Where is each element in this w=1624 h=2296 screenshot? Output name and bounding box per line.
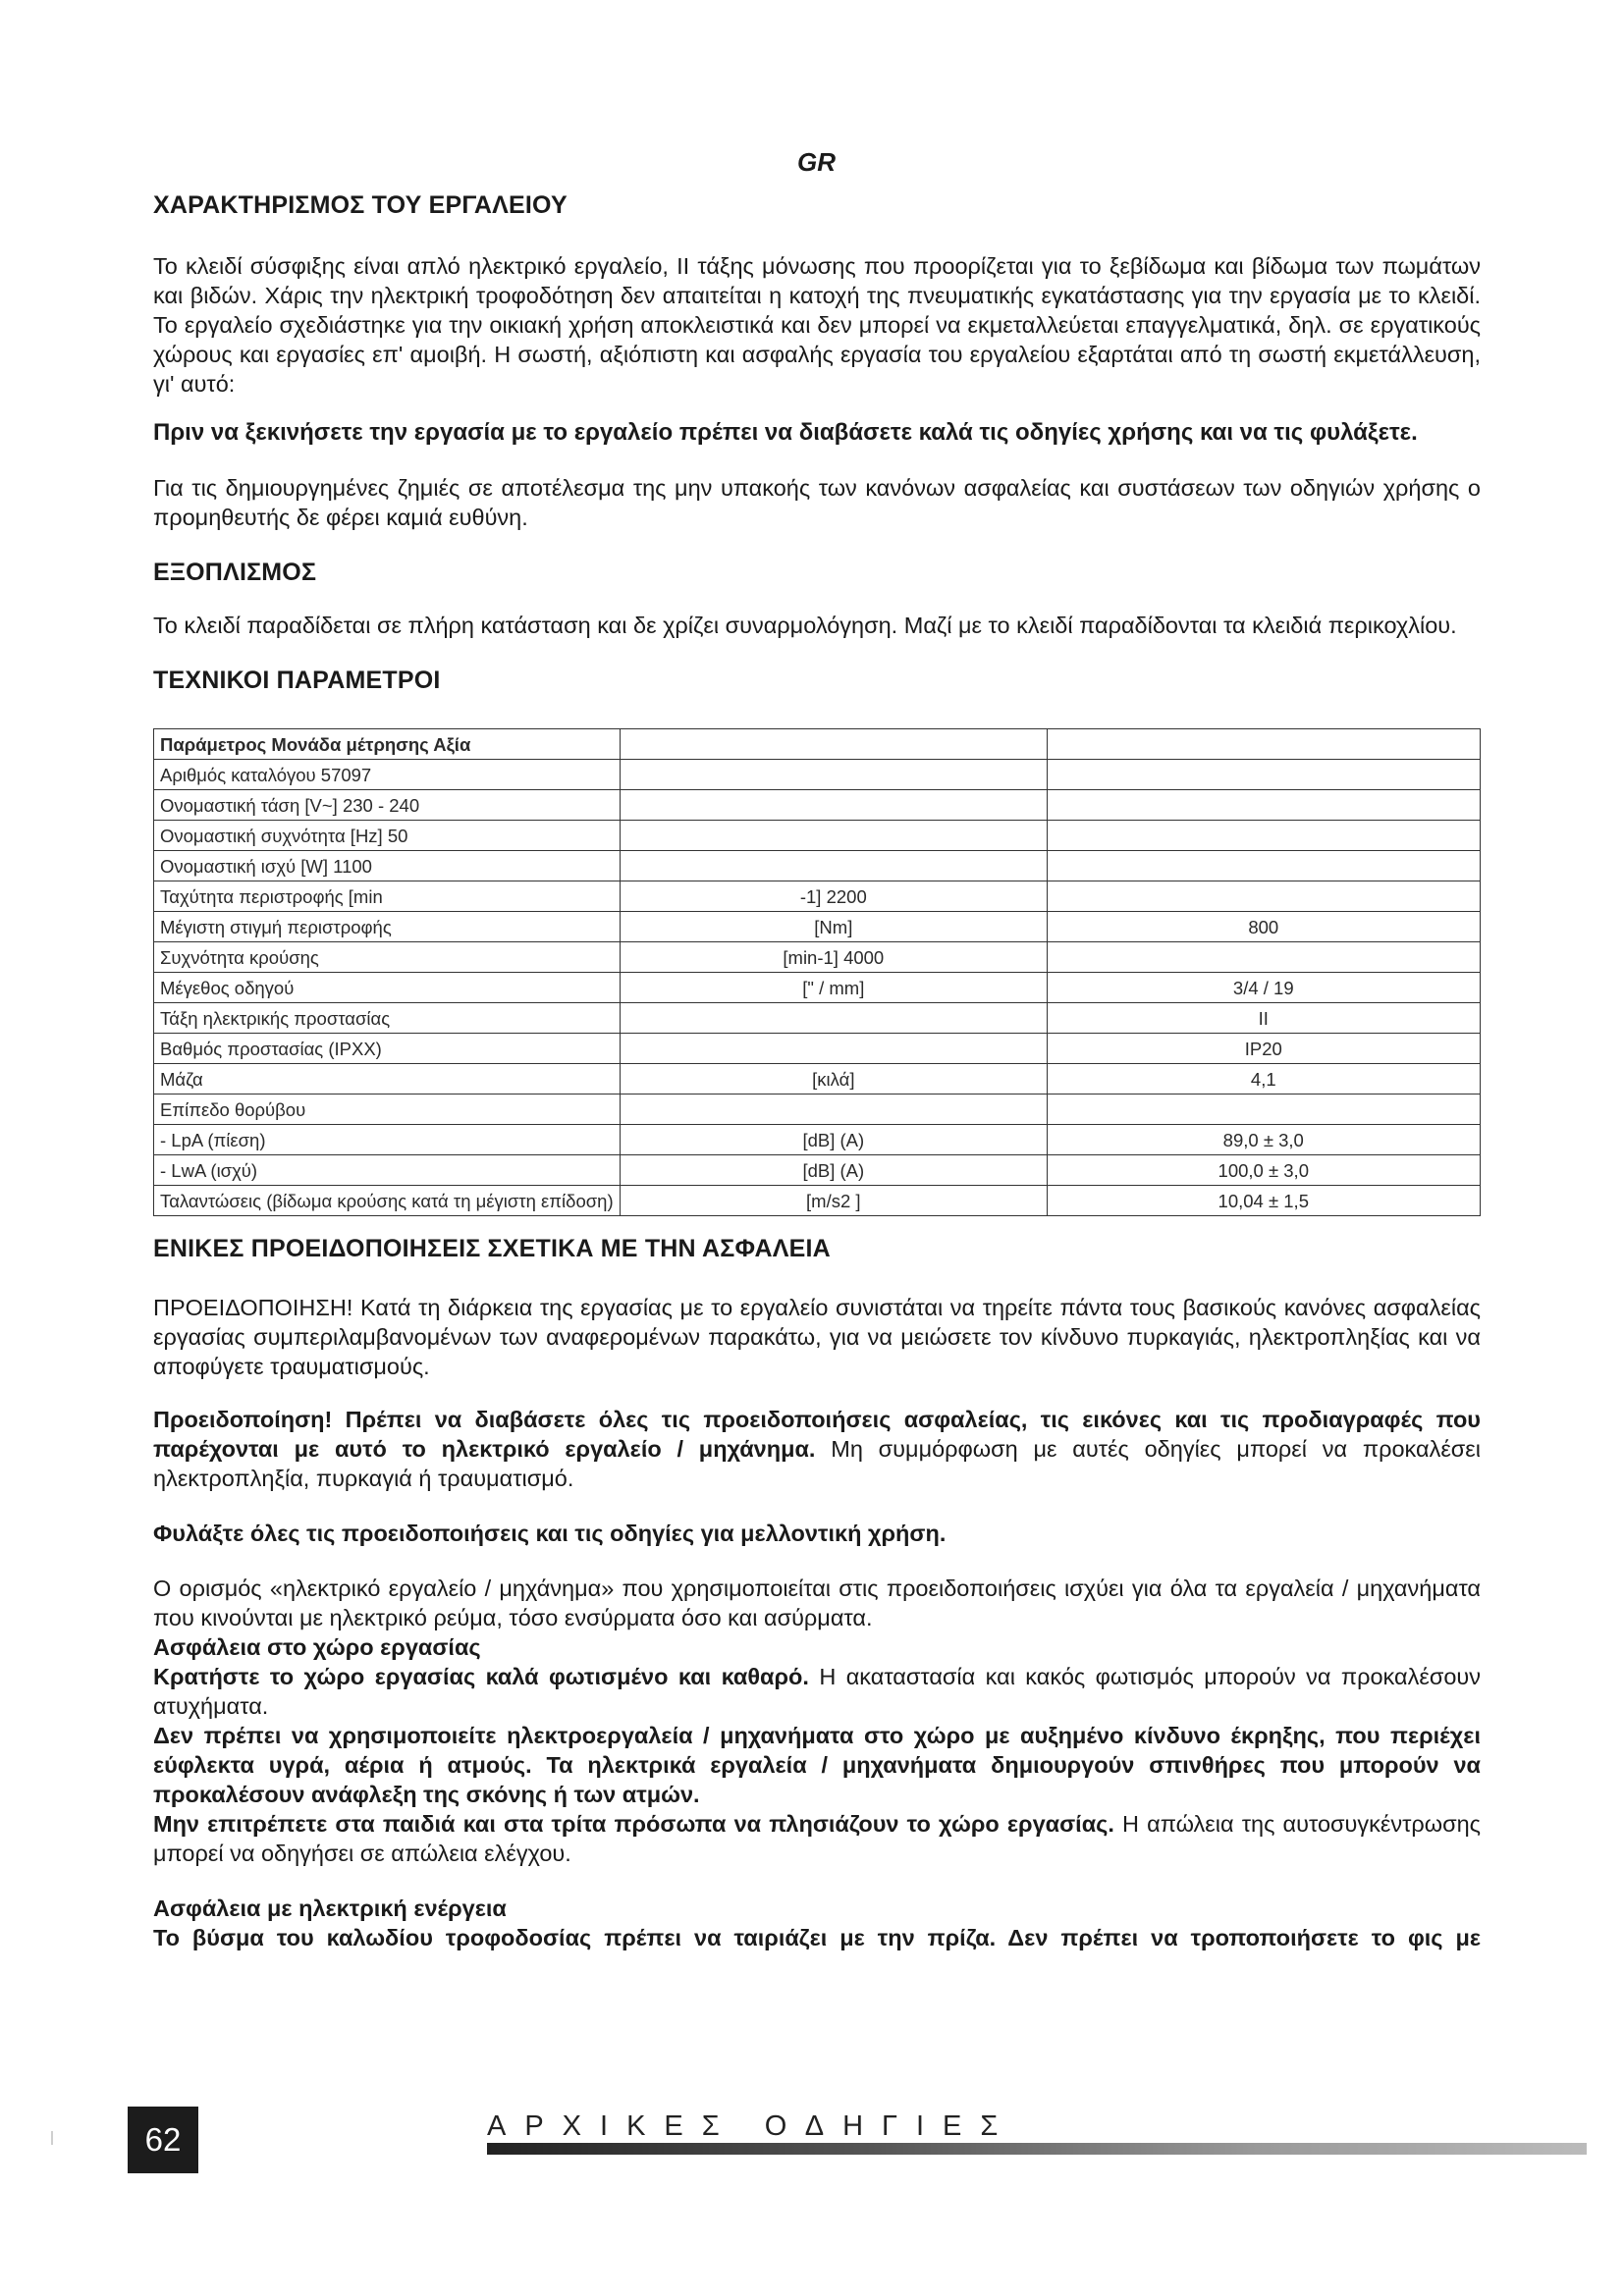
- parameter-cell: Ταχύτητα περιστροφής [min: [154, 881, 621, 912]
- value-cell: [1047, 790, 1480, 821]
- table-row: [154, 1034, 1481, 1064]
- workplace-rule-3-bold: Μην επιτρέπετε στα παιδιά και στα τρίτα πρόσωπα να πλησιάζουν το χώρο εργασίας.: [153, 1811, 1114, 1837]
- unit-cell: [621, 1003, 1047, 1034]
- parameter-cell: Μέγεθος οδηγού: [154, 973, 621, 1003]
- value-cell: [1047, 942, 1480, 973]
- value-cell: 4,1: [1047, 1064, 1480, 1095]
- language-code: GR: [797, 147, 836, 177]
- value-cell: [1047, 760, 1480, 790]
- parameter-cell: Μάζα: [154, 1064, 621, 1095]
- parameter-cell: Μέγιστη στιγμή περιστροφής: [154, 912, 621, 942]
- page-content: [153, 188, 1481, 1952]
- table-row: [154, 1125, 1481, 1155]
- parameter-cell: Ονομαστική συχνότητα [Hz] 50: [154, 821, 621, 851]
- table-row: [154, 1155, 1481, 1186]
- table-row: [154, 760, 1481, 790]
- value-cell: 100,0 ± 3,0: [1047, 1155, 1480, 1186]
- workplace-rule-3-rest: Η απώλεια της αυτοσυγκέντρωσης μπορεί να οδηγήσει σε απώλεια ελέγχου.: [153, 1811, 1481, 1866]
- table-row: [154, 881, 1481, 912]
- table-row: [154, 1064, 1481, 1095]
- footer-rule: [487, 2143, 1587, 2155]
- unit-cell: [κιλά]: [621, 1064, 1047, 1095]
- technical-parameters-table: [153, 728, 1481, 1216]
- read-instructions-text: Πριν να ξεκινήσετε την εργασία με το εργαλείο πρέπει να διαβάσετε καλά τις οδηγίες χρήσης και να τις φυλάξετε.: [153, 419, 1418, 446]
- parameter-cell: Τάξη ηλεκτρικής προστασίας: [154, 1003, 621, 1034]
- value-cell: 3/4 / 19: [1047, 973, 1480, 1003]
- tool-description-heading: ΧΑΡΑΚΤΗΡΙΣΜΟΣ ΤΟΥ ΕΡΓΑΛΕΙΟΥ: [153, 191, 568, 219]
- value-cell: 800: [1047, 912, 1480, 942]
- table-header-cell: Παράμετρος Μονάδα μέτρησης Αξία: [154, 729, 621, 760]
- keep-instructions-text: Φυλάξτε όλες τις προειδοποιήσεις και τις οδηγίες για μελλοντική χρήση.: [153, 1521, 947, 1546]
- table-header-cell-empty: [621, 729, 1047, 760]
- table-row: [154, 973, 1481, 1003]
- unit-cell: [621, 790, 1047, 821]
- unit-cell: [621, 1095, 1047, 1125]
- value-cell: [1047, 821, 1480, 851]
- table-row: [154, 1095, 1481, 1125]
- equipment-heading: ΕΞΟΠΛΙΣΜΟΣ: [153, 559, 317, 586]
- parameter-cell: Ονομαστική τάση [V~] 230 - 240: [154, 790, 621, 821]
- unit-cell: [min-1] 4000: [621, 942, 1047, 973]
- technical-parameters-heading: ΤΕΧΝΙΚΟΙ ΠΑΡΑΜΕΤΡΟΙ: [153, 667, 441, 694]
- unit-cell: [621, 851, 1047, 881]
- equipment-text: Το κλειδί παραδίδεται σε πλήρη κατάσταση και δε χρίζει συναρμολόγηση. Μαζί με το κλειδί παραδίδονται τα κλειδιά περικοχλίου.: [153, 613, 1457, 638]
- parameter-cell: Αριθμός καταλόγου 57097: [154, 760, 621, 790]
- liability-text: Για τις δημιουργημένες ζημιές σε αποτέλεσμα της μην υπακοής των κανόνων ασφαλείας και συστάσεων των οδηγιών χρήσης ο προμηθευτής δε φέρει καμιά ευθύνη.: [153, 475, 1481, 530]
- unit-cell: [Nm]: [621, 912, 1047, 942]
- value-cell: [1047, 1095, 1480, 1125]
- table-row: [154, 790, 1481, 821]
- parameter-cell: Ταλαντώσεις (βίδωμα κρούσης κατά τη μέγιστη επίδοση): [154, 1186, 621, 1216]
- value-cell: [1047, 881, 1480, 912]
- electrical-safety-heading: Ασφάλεια με ηλεκτρική ενέργεια: [153, 1896, 507, 1921]
- workplace-safety-heading: Ασφάλεια στο χώρο εργασίας: [153, 1634, 481, 1660]
- read-warnings-paragraph: [153, 1405, 1481, 1493]
- table-header-cell-empty: [1047, 729, 1480, 760]
- unit-cell: [621, 760, 1047, 790]
- table-row: [154, 942, 1481, 973]
- definition-text: Ο ορισμός «ηλεκτρικό εργαλείο / μηχάνημα» που χρησιμοποιείται στις προειδοποιήσεις ισχύει για όλα τα εργαλεία / μηχανήματα που κινούνται με ηλεκτρικό ρεύμα, τόσο ενσύρματα όσο και ασύρματα.: [153, 1575, 1481, 1630]
- workplace-rule-2: Δεν πρέπει να χρησιμοποιείτε ηλεκτροεργαλεία / μηχανήματα στο χώρο με αυξημένο κίνδυνο έκρηξης, που περιέχει εύφλεκτα υγρά, αέρια ή ατμούς. Τα ηλεκτρικά εργαλεία / μηχανήματα δημιουργούν σπινθήρες που μπορούν να προκαλέσουν ανάφλεξη της σκόνης ή των ατμών.: [153, 1723, 1481, 1807]
- footer-title: ΑΡΧΙΚΕΣ ΟΔΗΓΙΕΣ: [487, 2110, 1017, 2142]
- table-row: [154, 912, 1481, 942]
- table-row: [154, 821, 1481, 851]
- value-cell: IP20: [1047, 1034, 1480, 1064]
- tool-description-text: Το κλειδί σύσφιξης είναι απλό ηλεκτρικό εργαλείο, II τάξης μόνωσης που προορίζεται για το ξεβίδωμα και βίδωμα των πωμάτων και βιδών. Χάρις την ηλεκτρική τροφοδότηση δεν απαιτείται η κατοχή της πνευματικής εγκατάστασης για την εργασία με το κλειδί. Το εργαλείο σχεδιάστηκε για την οικιακή χρήση αποκλειστικά και δεν μπορεί να εκμεταλλεύεται επαγγελματικά, δηλ. σε εργατικούς χώρους και εργασίες επ' αμοιβή. Η σωστή, αξιόπιστη και ασφαλής εργασία του εργαλείου εξαρτάται από τη σωστή εκμετάλλευση, γι' αυτό:: [153, 253, 1481, 397]
- table-row: [154, 1003, 1481, 1034]
- unit-cell: [dB] (A): [621, 1155, 1047, 1186]
- parameter-cell: Συχνότητα κρούσης: [154, 942, 621, 973]
- general-warning-text: ΠΡΟΕΙΔΟΠΟΙΗΣΗ! Κατά τη διάρκεια της εργασίας με το εργαλείο συνιστάται να τηρείτε πάντα τους βασικούς κανόνες ασφαλείας εργασίας συμπεριλαμβανομένων των αναφερομένων παρακάτω, για να μειώσετε τον κίνδυνο πυρκαγιάς, ηλεκτροπληξίας και να αποφύγετε τραυματισμούς.: [153, 1295, 1481, 1379]
- workplace-rule-1: [153, 1662, 1481, 1721]
- table-row: [154, 1186, 1481, 1216]
- parameter-cell: Επίπεδο θορύβου: [154, 1095, 621, 1125]
- workplace-rule-1-rest: Η ακαταστασία και κακός φωτισμός μπορούν να προκαλέσουν ατυχήματα.: [153, 1664, 1481, 1719]
- parameter-cell: Ονομαστική ισχύ [W] 1100: [154, 851, 621, 881]
- table-header-row: [154, 729, 1481, 760]
- workplace-rule-3: [153, 1809, 1481, 1868]
- page-number: 62: [128, 2107, 198, 2173]
- unit-cell: [621, 1034, 1047, 1064]
- parameter-cell: - LwA (ισχύ): [154, 1155, 621, 1186]
- unit-cell: [" / mm]: [621, 973, 1047, 1003]
- table-row: [154, 851, 1481, 881]
- unit-cell: [m/s2 ]: [621, 1186, 1047, 1216]
- unit-cell: -1] 2200: [621, 881, 1047, 912]
- read-warnings-rest: Μη συμμόρφωση με αυτές οδηγίες μπορεί να προκαλέσει ηλεκτροπληξία, πυρκαγιά ή τραυματισμό.: [153, 1436, 1481, 1491]
- margin-mark: [51, 2131, 53, 2145]
- unit-cell: [621, 821, 1047, 851]
- unit-cell: [dB] (A): [621, 1125, 1047, 1155]
- parameter-cell: - LpA (πίεση): [154, 1125, 621, 1155]
- electrical-safety-text: Το βύσμα του καλωδίου τροφοδοσίας πρέπει να ταιριάζει με την πρίζα. Δεν πρέπει να τροποποιήσετε το φις με: [153, 1925, 1481, 1950]
- safety-warnings-heading: ΕΝΙΚΕΣ ΠΡΟΕΙΔΟΠΟΙΗΣΕΙΣ ΣΧΕΤΙΚΑ ΜΕ ΤΗΝ ΑΣΦΑΛΕΙΑ: [153, 1235, 831, 1262]
- value-cell: II: [1047, 1003, 1480, 1034]
- read-warnings-bold: Προειδοποίηση! Πρέπει να διαβάσετε όλες τις προειδοποιήσεις ασφαλείας, τις εικόνες και τις προδιαγραφές που παρέχονται με αυτό το ηλεκτρικό εργαλείο / μηχάνημα.: [153, 1407, 1481, 1462]
- parameter-cell: Βαθμός προστασίας (IPXX): [154, 1034, 621, 1064]
- workplace-rule-1-bold: Κρατήστε το χώρο εργασίας καλά φωτισμένο και καθαρό.: [153, 1664, 809, 1689]
- value-cell: 10,04 ± 1,5: [1047, 1186, 1480, 1216]
- value-cell: [1047, 851, 1480, 881]
- value-cell: 89,0 ± 3,0: [1047, 1125, 1480, 1155]
